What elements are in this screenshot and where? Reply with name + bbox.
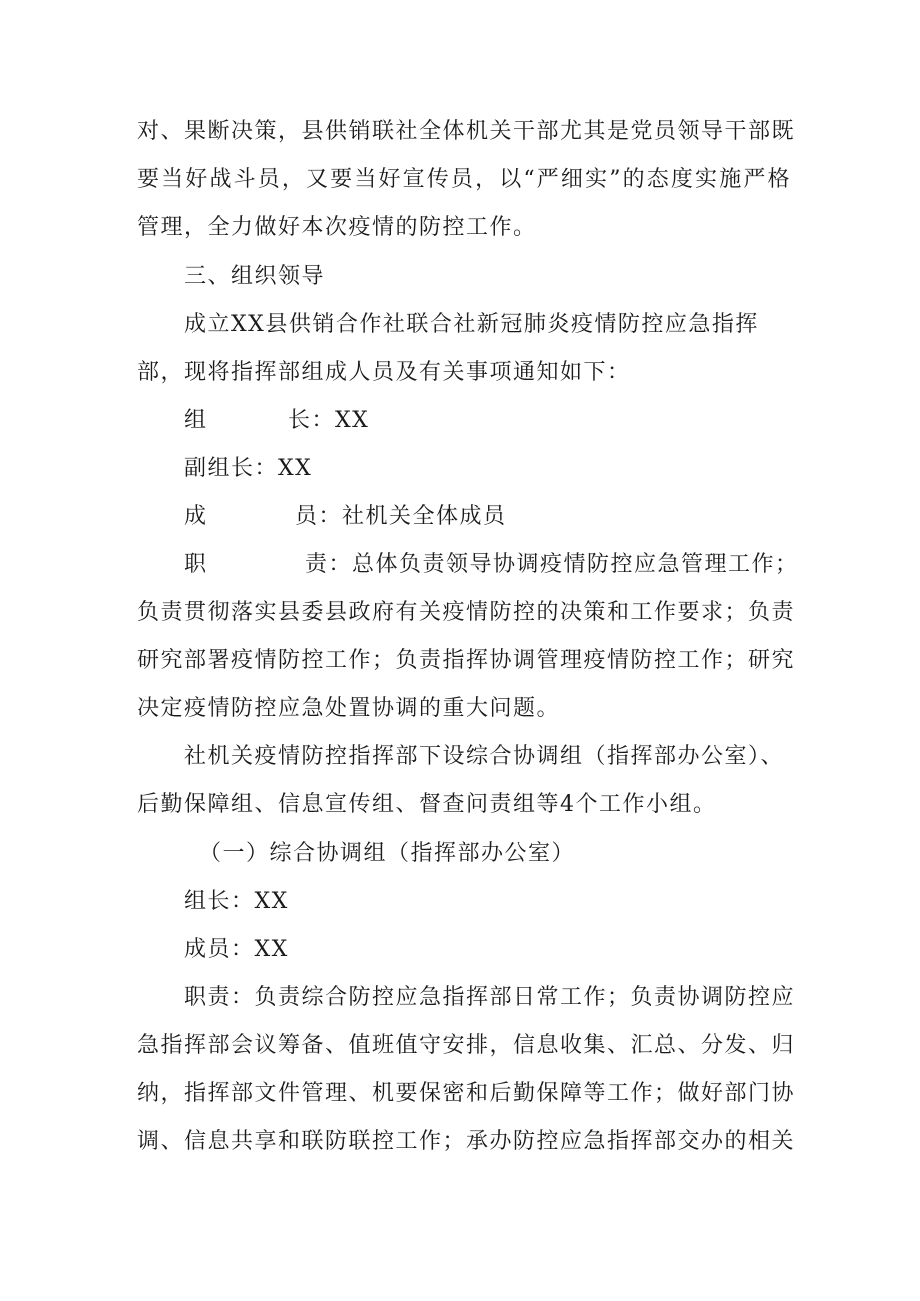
paragraph-line: 要当好战斗员，又要当好宣传员，以“严细实”的态度实施严格	[137, 167, 791, 192]
paragraph-line: 负责贯彻落实县委县政府有关疫情防控的决策和工作要求；负责	[137, 600, 796, 625]
duty-value: 总体负责领导协调疫情防控应急管理工作；	[352, 552, 799, 577]
members-label-end: 员：	[295, 504, 343, 529]
paragraph-line: 决定疫情防控应急处置协调的重大问题。	[137, 696, 561, 721]
leader-label-start: 组	[184, 408, 208, 433]
paragraph-line: 部，现将指挥部组成人员及有关事项通知如下：	[137, 360, 631, 385]
group-members-line: 成员：XX	[184, 937, 289, 962]
leader-line	[184, 405, 369, 437]
deputy-leader-line: 副组长：XX	[184, 456, 313, 481]
members-label-start: 成	[184, 504, 208, 529]
paragraph-line: 对、果断决策，县供销联社全体机关干部尤其是党员领导干部既	[137, 119, 796, 144]
paragraph-line: 成立XX县供销合作社联合社新冠肺炎疫情防控应急指挥	[184, 312, 759, 337]
paragraph-line: 职责：负责综合防控应急指挥部日常工作；负责协调防控应	[184, 985, 796, 1010]
group-leader-line: 组长：XX	[184, 889, 289, 914]
leader-value: XX	[335, 408, 370, 433]
duty-label-start: 职	[184, 552, 208, 577]
section-heading: 三、组织领导	[184, 264, 326, 289]
paragraph-line: 纳，指挥部文件管理、机要保密和后勤保障等工作；做好部门协	[137, 1081, 796, 1106]
paragraph-line: 调、信息共享和联防联控工作；承办防控应急指挥部交办的相关	[137, 1129, 796, 1154]
members-line	[184, 501, 507, 533]
paragraph-line: 管理，全力做好本次疫情的防控工作。	[137, 215, 537, 240]
paragraph-line: 急指挥部会议筹备、值班值守安排，信息收集、汇总、分发、归	[137, 1033, 796, 1058]
paragraph-line: 社机关疫情防控指挥部下设综合协调组（指挥部办公室）、	[184, 744, 785, 769]
duty-label-end: 责：	[305, 552, 353, 577]
duty-line	[184, 549, 799, 581]
paragraph-line: 研究部署疫情防控工作；负责指挥协调管理疫情防控工作；研究	[137, 648, 796, 673]
members-value: 社机关全体成员	[342, 504, 507, 529]
subsection-heading: （一）综合协调组（指挥部办公室）	[199, 841, 576, 866]
paragraph-line: 后勤保障组、信息宣传组、督查问责组等4个工作小组。	[137, 792, 717, 817]
leader-label-end: 长：	[288, 408, 336, 433]
